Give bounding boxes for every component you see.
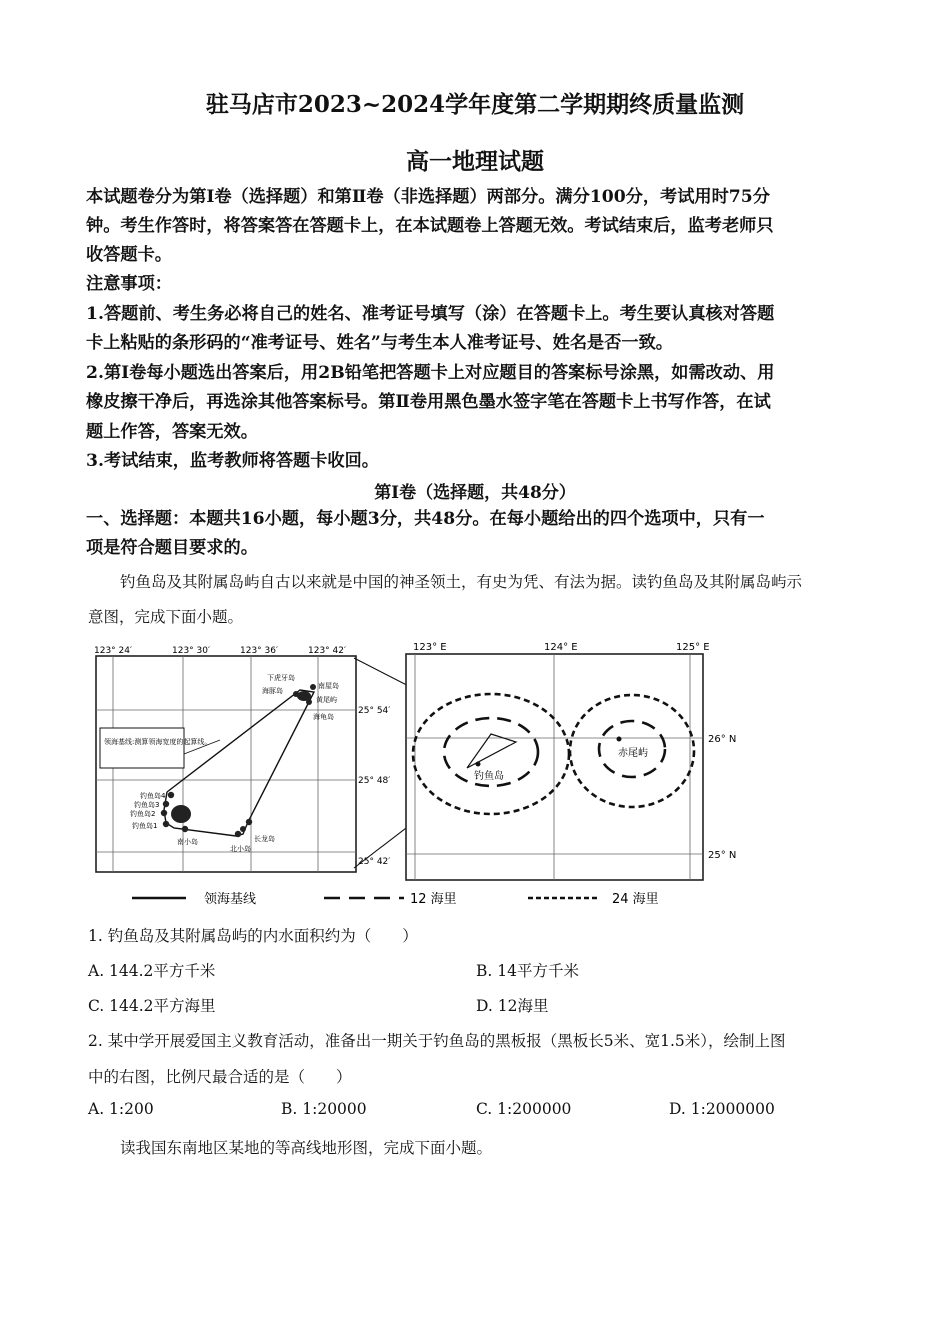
left-lon-label: 123° 42′ [308, 646, 347, 656]
exam-title: 驻马店市2023~2024学年度第二学期期终质量监测 [205, 91, 745, 118]
question-2-option-a: A. 1:200 [88, 1100, 154, 1118]
question-2-stem: 中的右图，比例尺最合适的是（ ） [88, 1068, 352, 1086]
left-lat-label: 25° 42′ [358, 857, 391, 867]
section-instruction: 项是符合题目要求的。 [86, 538, 258, 558]
island-label: 北小岛 [230, 845, 251, 853]
question-1-option-d: D. 12海里 [476, 997, 549, 1015]
notes-heading: 注意事项： [86, 274, 172, 294]
passage-line: 钓鱼岛及其附属岛屿自古以来就是中国的神圣领土，有史为凭、有法为据。读钓鱼岛及其附属岛屿示 [120, 573, 803, 591]
question-2-stem: 2. 某中学开展爱国主义教育活动，准备出一期关于钓鱼岛的黑板报（黑板长5米、宽1.5米），绘制上图 [88, 1032, 786, 1050]
island-label: 钓鱼岛3 [134, 801, 160, 809]
island-label: 下虎牙岛 [267, 674, 295, 682]
island-label: 钓鱼岛1 [132, 822, 158, 830]
left-lat-label: 25° 54′ [358, 706, 391, 716]
legend-label: 24 海里 [612, 892, 659, 907]
left-lon-label: 123° 36′ [240, 646, 279, 656]
island-label: 钓鱼岛4 [140, 792, 166, 800]
note-line: 2.第Ⅰ卷每小题选出答案后，用2B铅笔把答题卡上对应题目的答案标号涂黑，如需改动、用 [86, 363, 775, 383]
right-lon-label: 123° E [413, 642, 447, 653]
diaoyu-island-shape [171, 805, 191, 823]
right-lat-label: 25° N [708, 850, 737, 861]
note-line: 1.答题前、考生务必将自己的姓名、准考证号填写（涂）在答题卡上。考生要认真核对答题 [86, 304, 775, 324]
right-lon-label: 125° E [676, 642, 710, 653]
note-line: 题上作答，答案无效。 [86, 422, 258, 442]
note-line: 3.考试结束，监考教师将答题卡收回。 [86, 451, 379, 471]
right-lon-label: 124° E [544, 642, 578, 653]
question-1-option-c: C. 144.2平方海里 [88, 997, 216, 1015]
question-1-option-b: B. 14平方千米 [476, 962, 579, 980]
passage-line: 读我国东南地区某地的等高线地形图，完成下面小题。 [120, 1139, 493, 1157]
island-label: 海龟岛 [313, 713, 334, 721]
exam-subtitle: 高一地理试题 [406, 148, 544, 175]
right-lat-label: 26° N [708, 734, 737, 745]
section-heading: 第Ⅰ卷（选择题，共48分） [374, 483, 576, 503]
right-overview-map [406, 642, 736, 880]
section-instruction: 一、选择题：本题共16小题，每小题3分，共48分。在每小题给出的四个选项中，只有一 [86, 509, 765, 529]
island-label: 南屋岛 [318, 682, 339, 690]
island-label: 长龙岛 [254, 835, 275, 843]
callout-text: 领海基线:测算领海宽度的起算线。 [104, 738, 212, 746]
note-line: 橡皮擦干净后，再选涂其他答案标号。第Ⅱ卷用黑色墨水签字笔在答题卡上书写作答，在试 [86, 392, 771, 412]
legend-label: 12 海里 [410, 892, 457, 907]
question-1-option-a: A. 144.2平方千米 [88, 962, 216, 980]
question-2-option-c: C. 1:200000 [476, 1100, 572, 1118]
callout-box [100, 728, 184, 768]
question-2-option-b: B. 1:20000 [281, 1100, 367, 1118]
intro-line: 本试题卷分为第Ⅰ卷（选择题）和第Ⅱ卷（非选择题）两部分。满分100分，考试用时75分 [86, 187, 770, 207]
intro-line: 收答题卡。 [86, 245, 172, 265]
question-2-option-d: D. 1:2000000 [669, 1100, 775, 1118]
right-island-label: 钓鱼岛 [474, 771, 504, 782]
island-label: 黄尾屿 [316, 696, 337, 704]
left-detail-map [94, 646, 390, 872]
diaoyu-map-figure [86, 636, 876, 916]
island-label: 南小岛 [177, 838, 198, 846]
map-legend [132, 891, 659, 907]
note-line: 卡上粘贴的条形码的“准考证号、姓名”与考生本人准考证号、姓名是否一致。 [86, 333, 673, 353]
question-1-stem: 1. 钓鱼岛及其附属岛屿的内水面积约为（ ） [88, 927, 418, 945]
left-lat-label: 25° 48′ [358, 776, 391, 786]
right-island-label: 赤尾屿 [618, 748, 648, 759]
legend-label: 领海基线 [204, 892, 257, 907]
island-label: 钓鱼岛2 [130, 810, 156, 818]
passage-line: 意图，完成下面小题。 [88, 608, 244, 626]
left-lon-label: 123° 24′ [94, 646, 133, 656]
left-lon-label: 123° 30′ [172, 646, 211, 656]
island-label: 海豚岛 [262, 687, 283, 695]
intro-line: 钟。考生作答时，将答案答在答题卡上，在本试题卷上答题无效。考试结束后，监考老师只 [86, 216, 774, 236]
